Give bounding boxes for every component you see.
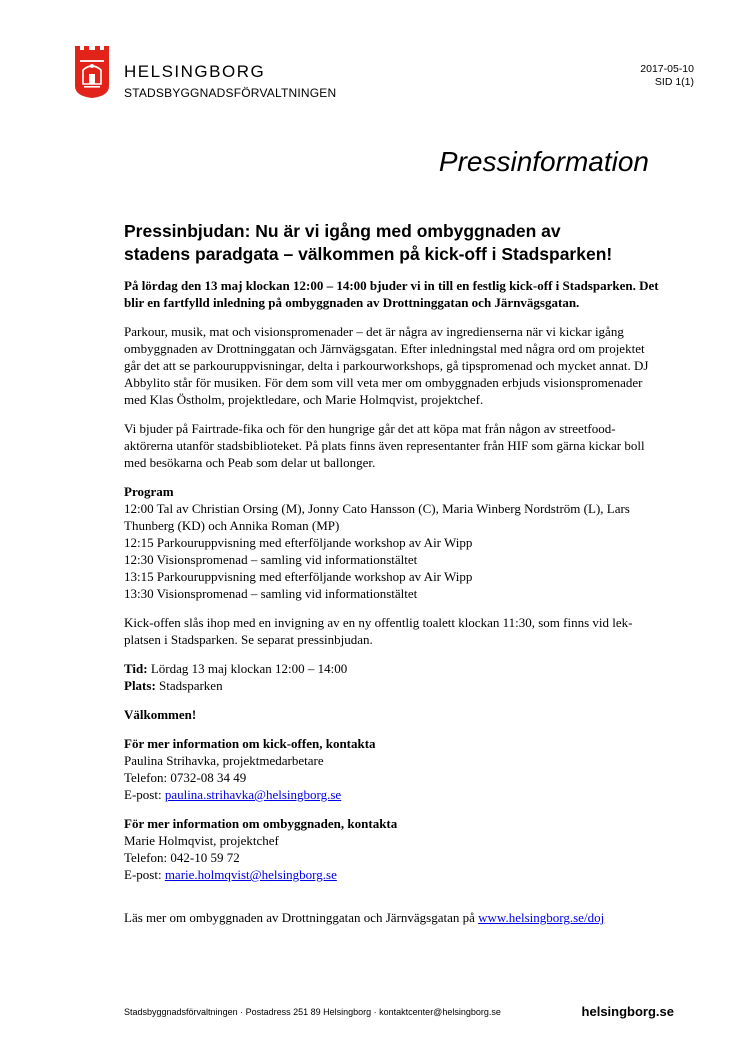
program-description: Visionspromenad – samling vid informationstältet — [156, 552, 418, 567]
page-number: SID 1(1) — [654, 76, 694, 88]
program-row — [124, 568, 664, 585]
welcome-text: Välkommen! — [124, 707, 197, 722]
contact-phone: Telefon: 042-10 59 72 — [124, 850, 240, 865]
headline-line-2: stadens paradgata – välkommen på kick-off i Stadsparken! — [124, 244, 613, 264]
place-label: Plats: — [124, 678, 156, 693]
email-link[interactable]: paulina.strihavka@helsingborg.se — [164, 787, 342, 802]
program-time: 12:30 — [124, 552, 154, 567]
place-value: Stadsparken — [159, 678, 223, 693]
program-section — [124, 483, 664, 602]
contact-kickoff — [124, 735, 664, 803]
press-release-body — [124, 220, 664, 938]
time-label: Tid: — [124, 661, 148, 676]
contact-name: Marie Holmqvist, projektchef — [124, 833, 279, 848]
headline — [124, 220, 664, 266]
contact-name: Paulina Strihavka, projektmedarbetare — [124, 753, 324, 768]
program-time: 13:15 — [124, 569, 154, 584]
program-title: Program — [124, 484, 174, 499]
program-row — [124, 500, 664, 534]
time-value: Lördag 13 maj klockan 12:00 – 14:00 — [150, 661, 348, 676]
email-label: E-post: — [124, 867, 162, 882]
footer-address: Stadsbyggnadsförvaltningen · Postadress 251 89 Helsingborg · kontaktcenter@helsingborg.se — [124, 1007, 501, 1017]
helsingborg-crest-logo — [74, 44, 110, 98]
email-link[interactable]: marie.holmqvist@helsingborg.se — [164, 867, 337, 882]
lead-paragraph: På lördag den 13 maj klockan 12:00 – 14:00 bjuder vi in till en festlig kick-off i Stadsparken. Det blir en fartfylld inledning på ombyggnaden av Drottninggatan och Järnvägsgatan. — [124, 278, 659, 310]
paragraph-2: Vi bjuder på Fairtrade-fika och för den hungrige går det att köpa mat från någon av streetfood-aktörerna utanför stadsbiblioteket. På plats finns även representanter från HIF som gärna kickar boll med besökarna och Peab som delar ut ballonger. — [124, 421, 645, 470]
program-row — [124, 534, 664, 551]
program-time: 12:15 — [124, 535, 154, 550]
department-name: STADSBYGGNADSFÖRVALTNINGEN — [124, 86, 337, 100]
program-description: Visionspromenad – samling vid informationstältet — [156, 586, 418, 601]
contact-email-line — [124, 866, 664, 883]
paragraph-1: Parkour, musik, mat och visionspromenader – det är några av ingredienserna när vi kickar igång ombyggnaden av Drottninggatan och Järnvägsgatan. Efter inledningstal med några ord om projektet går det att se parkouruppvisningar, delta i parkourworkshops, gå tipspromenad och mycket annat. DJ Abbylito står för musiken. För dem som vill veta mer om ombyggnaden erbjuds visionspromenader med Klas Östholm, projektledare, och Marie Holmqvist, projektchef. — [124, 324, 649, 407]
read-more-text: Läs mer om ombyggnaden av Drottninggatan och Järnvägsgatan på — [124, 910, 475, 925]
contact-rebuild — [124, 815, 664, 883]
read-more-link[interactable]: www.helsingborg.se/doj — [478, 910, 605, 925]
contact-heading: För mer information om ombyggnaden, kontakta — [124, 816, 398, 831]
event-time — [124, 660, 664, 677]
email-label: E-post: — [124, 787, 162, 802]
program-row — [124, 585, 664, 602]
contact-heading: För mer information om kick-offen, kontakta — [124, 736, 376, 751]
contact-email-line — [124, 786, 664, 803]
program-description: Tal av Christian Orsing (M), Jonny Cato Hansson (C), Maria Winberg Nordström (L), Lars Thunberg (KD) och Annika Roman (MP) — [124, 501, 630, 533]
event-place — [124, 677, 664, 694]
document-date: 2017-05-10 — [640, 63, 694, 75]
document-type-title: Pressinformation — [438, 146, 649, 177]
program-time: 12:00 — [124, 501, 154, 516]
read-more — [124, 909, 664, 926]
footer-website: helsingborg.se — [581, 1004, 674, 1019]
brand-name: HELSINGBORG — [124, 62, 266, 81]
program-description: Parkouruppvisning med efterföljande workshop av Air Wipp — [156, 535, 473, 550]
program-time: 13:30 — [124, 586, 154, 601]
document-meta — [640, 63, 694, 89]
program-description: Parkouruppvisning med efterföljande workshop av Air Wipp — [156, 569, 473, 584]
program-row — [124, 551, 664, 568]
headline-line-1: Pressinbjudan: Nu är vi igång med ombyggnaden av — [124, 221, 561, 241]
paragraph-3: Kick-offen slås ihop med en invigning av en ny offentlig toalett klockan 11:30, som finns vid lek-platsen i Stadsparken. Se separat pressinbjudan. — [124, 615, 633, 647]
event-details — [124, 660, 664, 694]
contact-phone: Telefon: 0732-08 34 49 — [124, 770, 247, 785]
